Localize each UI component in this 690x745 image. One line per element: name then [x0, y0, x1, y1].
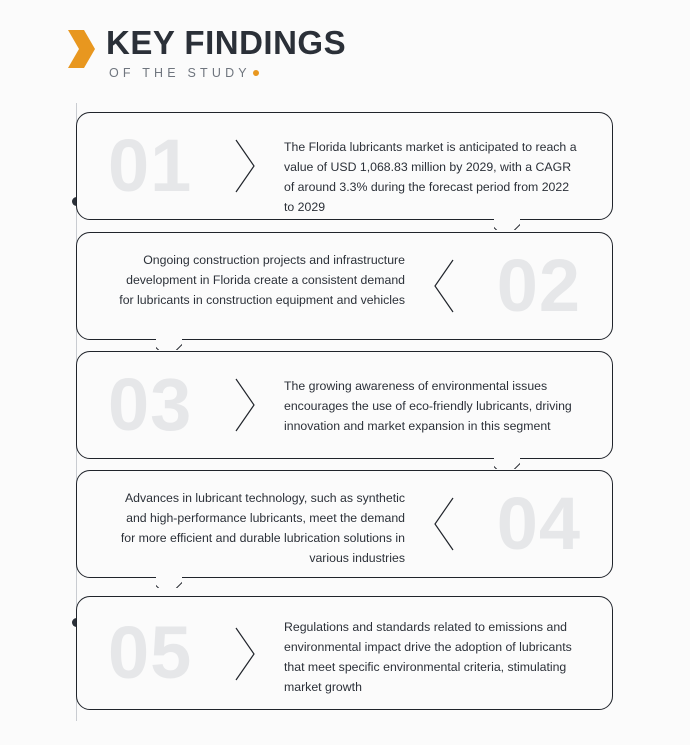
finding-number-03: 03	[108, 363, 193, 446]
finding-text-01: The Florida lubricants market is anticipated to reach a value of USD 1,068.83 million by 2029, with a CAGR of around 3.3% during the forecast period from 2022 to 2029	[284, 140, 577, 215]
finding-text-03: The growing awareness of environmental issues encourages the use of eco-friendly lubricants, driving innovation and market expansion in this segment	[284, 379, 572, 434]
page-subtitle-label: OF THE STUDY	[109, 65, 251, 80]
finding-row-01	[76, 112, 613, 220]
finding-text-02: Ongoing construction projects and infrastructure development in Florida create a consistent demand for lubricants in construction equipment and vehicles	[119, 253, 405, 308]
chevron-left-icon-04	[433, 496, 455, 552]
page-subtitle	[109, 66, 346, 80]
chevron-right-icon-03	[234, 377, 256, 433]
page-title: KEY FINDINGS	[106, 24, 347, 61]
chevron-right-icon	[66, 28, 96, 70]
finding-row-05	[76, 596, 613, 710]
page-header	[66, 26, 346, 80]
finding-number-01: 01	[108, 124, 193, 207]
chevron-left-icon-02	[433, 258, 455, 314]
finding-number-05: 05	[108, 611, 193, 694]
header-text-block	[106, 26, 346, 80]
finding-text-05: Regulations and standards related to emissions and environmental impact drive the adoption of lubricants that meet specific environmental criteria, stimulating market growth	[284, 620, 572, 695]
chevron-right-icon-01	[234, 138, 256, 194]
finding-notch-02	[156, 332, 182, 350]
finding-row-04	[76, 470, 613, 578]
finding-number-04: 04	[496, 482, 581, 565]
dot-icon	[253, 70, 259, 76]
finding-notch-04	[156, 570, 182, 588]
finding-row-03	[76, 351, 613, 459]
finding-notch-03	[494, 451, 520, 469]
finding-row-02	[76, 232, 613, 340]
finding-text-04: Advances in lubricant technology, such as synthetic and high-performance lubricants, meet the demand for more efficient and durable lubrication solutions in various industries	[120, 491, 405, 566]
finding-number-02: 02	[496, 244, 581, 327]
chevron-right-icon-05	[234, 626, 256, 682]
